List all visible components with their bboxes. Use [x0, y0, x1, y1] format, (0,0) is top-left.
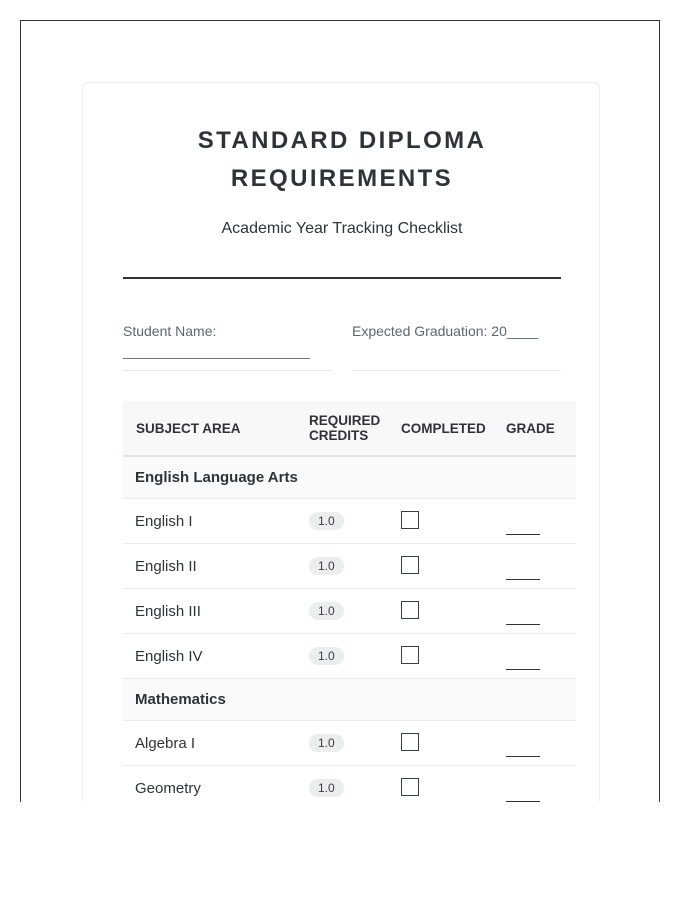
category-label: English Language Arts	[123, 456, 576, 499]
document-card	[82, 82, 600, 802]
grade-blank[interactable]	[506, 534, 540, 535]
graduation-underline	[352, 370, 561, 371]
completed-checkbox[interactable]	[401, 778, 419, 796]
table-header-row	[123, 401, 576, 456]
title-divider	[123, 277, 561, 279]
header-credits-line-2: CREDITS	[309, 428, 369, 443]
page-frame	[20, 20, 660, 802]
header-grade: GRADE	[506, 401, 576, 456]
grade-blank[interactable]	[506, 669, 540, 670]
table-row	[123, 634, 576, 679]
credits-badge: 1.0	[309, 557, 344, 575]
document-subtitle: Academic Year Tracking Checklist	[221, 220, 463, 237]
table-row	[123, 766, 576, 803]
category-label: Mathematics	[123, 679, 576, 721]
course-name: English II	[123, 544, 309, 589]
grade-blank[interactable]	[506, 579, 540, 580]
title-line-2: REQUIREMENTS	[230, 165, 454, 192]
table-row	[123, 544, 576, 589]
table-row	[123, 499, 576, 544]
requirements-table	[123, 401, 576, 802]
title-line-1: STANDARD DIPLOMA	[197, 127, 487, 154]
completed-checkbox[interactable]	[401, 601, 419, 619]
completed-checkbox[interactable]	[401, 733, 419, 751]
completed-checkbox[interactable]	[401, 646, 419, 664]
grade-blank[interactable]	[506, 801, 540, 802]
course-name: English IV	[123, 634, 309, 679]
course-name: Geometry	[123, 766, 309, 803]
student-name-underline	[123, 370, 332, 371]
grade-blank[interactable]	[506, 756, 540, 757]
header-subject-area: SUBJECT AREA	[123, 401, 309, 456]
credits-badge: 1.0	[309, 734, 344, 752]
student-name-field[interactable]: Student Name: ________________________	[123, 323, 310, 359]
course-name: English III	[123, 589, 309, 634]
completed-checkbox[interactable]	[401, 556, 419, 574]
document-title	[83, 122, 601, 198]
table-row	[123, 721, 576, 766]
course-name: English I	[123, 499, 309, 544]
expected-graduation-field[interactable]: Expected Graduation: 20____	[352, 323, 539, 339]
category-row	[123, 456, 576, 499]
credits-badge: 1.0	[309, 512, 344, 530]
completed-checkbox[interactable]	[401, 511, 419, 529]
category-row	[123, 679, 576, 721]
credits-badge: 1.0	[309, 602, 344, 620]
credits-badge: 1.0	[309, 779, 344, 797]
grade-blank[interactable]	[506, 624, 540, 625]
table-row	[123, 589, 576, 634]
header-completed: COMPLETED	[401, 401, 506, 456]
header-credits-line-1: REQUIRED	[309, 413, 381, 428]
course-name: Algebra I	[123, 721, 309, 766]
credits-badge: 1.0	[309, 647, 344, 665]
header-required-credits	[309, 401, 401, 456]
